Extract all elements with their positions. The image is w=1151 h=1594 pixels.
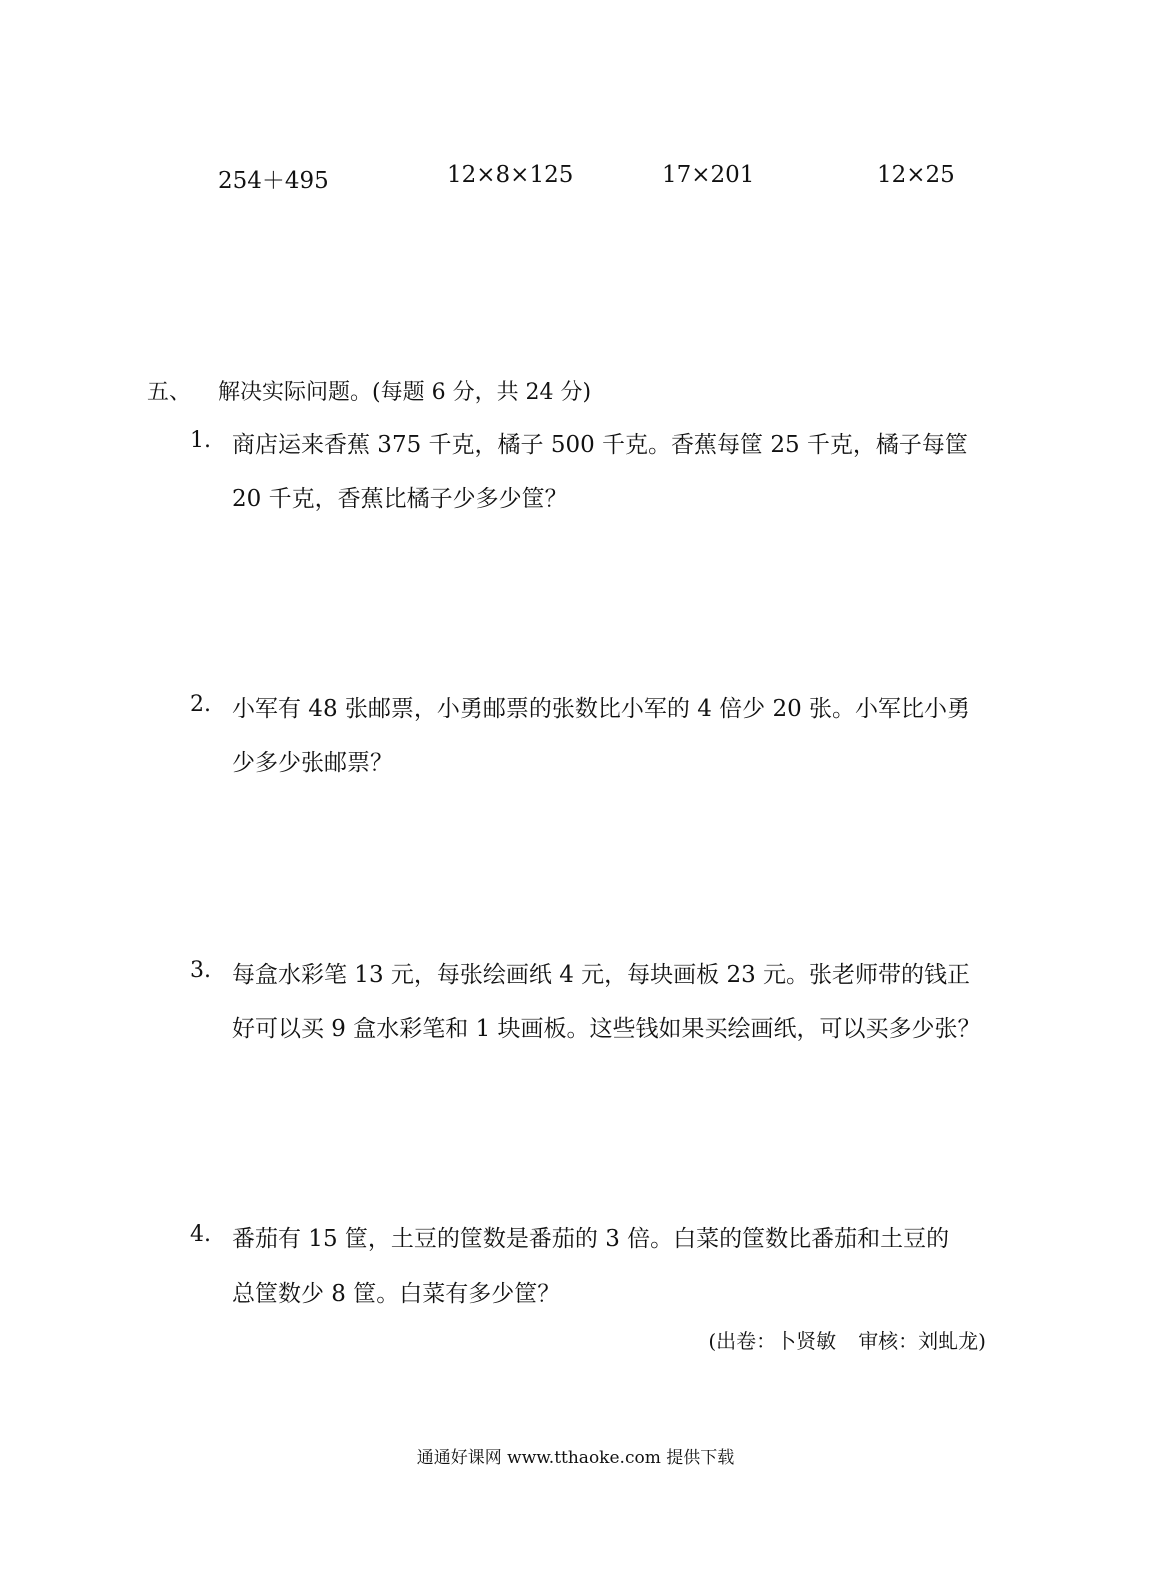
- question-number: 4.: [190, 1222, 211, 1247]
- question-text-line: 每盒水彩笔 13 元，每张绘画纸 4 元，每块画板 23 元。张老师带的钱正: [232, 962, 971, 988]
- expression-1: 254＋495: [218, 168, 329, 194]
- question-text-line: 总筐数少 8 筐。白菜有多少筐？: [232, 1281, 561, 1307]
- question-text-line: 番茄有 15 筐，土豆的筐数是番茄的 3 倍。白菜的筐数比番茄和土豆的: [232, 1226, 950, 1252]
- expression-2: 12×8×125: [447, 162, 574, 188]
- question-text-line: 小军有 48 张邮票，小勇邮票的张数比小军的 4 倍少 20 张。小军比小勇: [232, 696, 971, 722]
- section-number: 五、: [147, 380, 192, 405]
- question-text-line: 好可以买 9 盒水彩笔和 1 块画板。这些钱如果买绘画纸，可以买多少张？: [232, 1016, 981, 1042]
- expression-4: 12×25: [877, 162, 955, 188]
- question-number: 1.: [190, 428, 211, 453]
- page-footer: 通通好课网 www.tthaoke.com 提供下载: [416, 1448, 735, 1468]
- question-number: 3.: [190, 958, 211, 983]
- question-text-line: 商店运来香蕉 375 千克，橘子 500 千克。香蕉每筐 25 千克，橘子每筐: [232, 432, 968, 458]
- reviewer-credit: 审核：刘虬龙): [858, 1329, 986, 1353]
- question-text-line: 20 千克，香蕉比橘子少多少筐？: [232, 486, 568, 512]
- author-credit: (出卷：卜贤敏: [708, 1329, 837, 1353]
- question-text-line: 少多少张邮票？: [232, 750, 393, 776]
- question-number: 2.: [190, 692, 211, 717]
- section-title: 解决实际问题。(每题 6 分，共 24 分): [218, 380, 592, 405]
- expression-3: 17×201: [662, 162, 755, 188]
- credits: [708, 1325, 986, 1354]
